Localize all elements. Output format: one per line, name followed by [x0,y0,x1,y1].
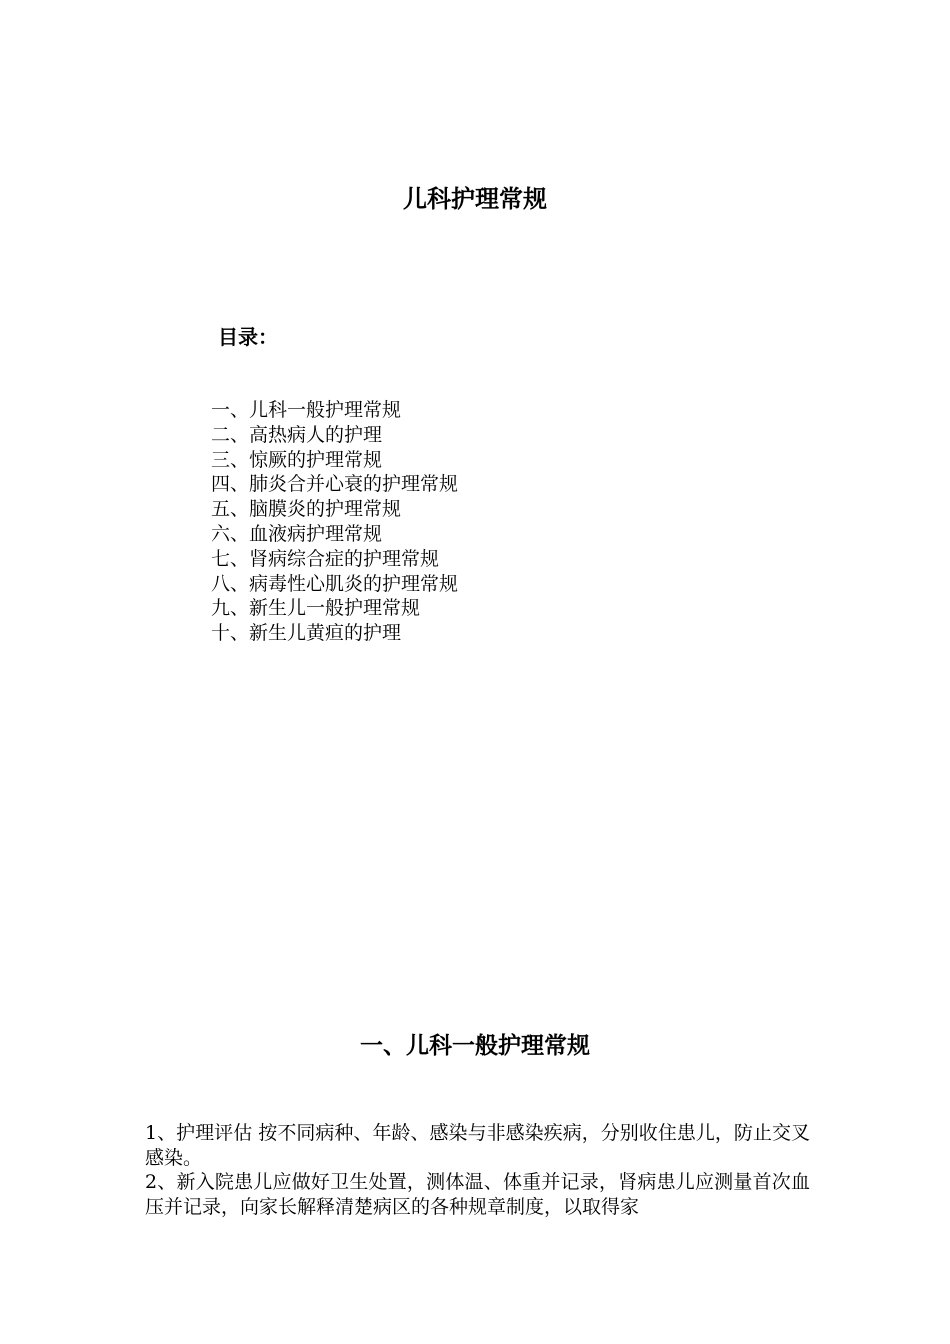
body-paragraph: 2、新入院患儿应做好卫生处置，测体温、体重并记录，肾病患儿应测量首次血压并记录，向家长解释清楚病区的各种规章制度，以取得家 [145,1171,810,1218]
toc-item: 四、肺炎合并心衰的护理常规 [211,473,459,496]
body-paragraph: 1、护理评估 按不同病种、年龄、感染与非感染疾病，分别收住患儿，防止交叉感染。 [145,1122,810,1169]
toc-item: 八、病毒性心肌炎的护理常规 [211,572,459,595]
section-body [145,1121,810,1219]
toc-heading: 目录： [218,325,278,349]
document-title: 儿科护理常规 [403,184,547,213]
toc-item: 五、脑膜炎的护理常规 [211,498,402,521]
toc-item: 一、儿科一般护理常规 [211,399,402,421]
section-title: 一、儿科一般护理常规 [360,1032,590,1059]
toc-item: 十、新生儿黄疸的护理 [211,622,402,645]
toc-item: 三、惊厥的护理常规 [211,448,383,471]
toc-item: 六、血液病护理常规 [211,522,383,545]
toc-item: 七、肾病综合症的护理常规 [211,547,440,570]
toc-item: 九、新生儿一般护理常规 [211,597,421,620]
toc-list [211,398,458,646]
toc-item: 二、高热病人的护理 [211,423,383,446]
